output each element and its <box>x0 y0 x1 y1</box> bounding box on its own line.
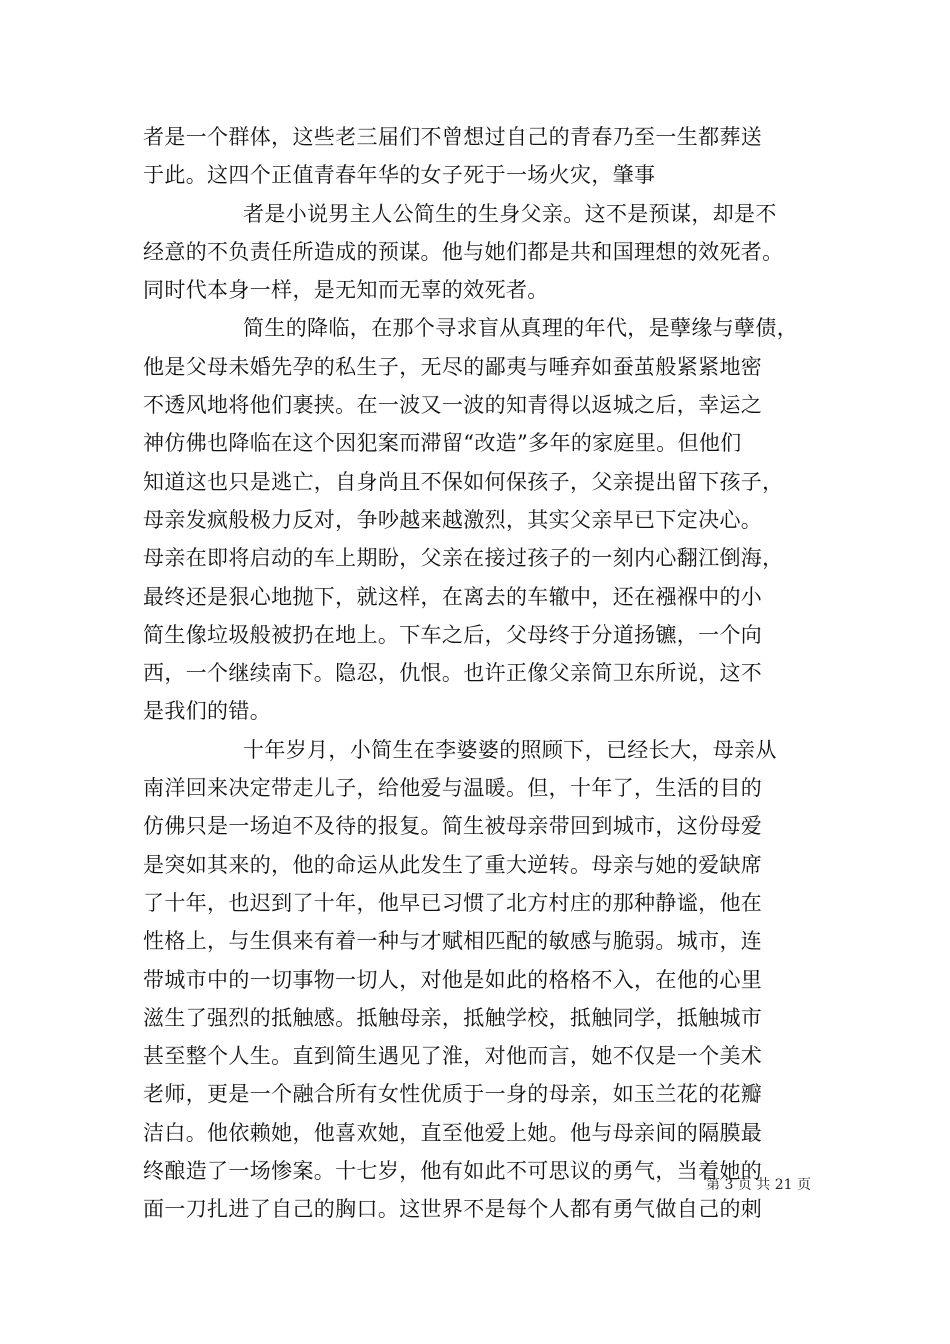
text-line: 面一刀扎进了自己的胸口。这世界不是每个人都有勇气做自己的刺 <box>143 1197 763 1222</box>
page-number-footer: 第 3 页 共 21 页 <box>706 1177 811 1193</box>
text-line: 神仿佛也降临在这个因犯案而滞留“改造”多年的家庭里。但他们 <box>143 431 742 456</box>
text-line: 最终还是狠心地抛下，就这样，在离去的车辙中，还在襁褓中的小 <box>143 584 763 609</box>
text-line: 母亲发疯般极力反对，争吵越来越激烈，其实父亲早已下定决心。 <box>143 507 763 532</box>
text-line: 经意的不负责任所造成的预谋。他与她们都是共和国理想的效死者。 <box>143 239 784 264</box>
text-line: 是突如其来的，他的命运从此发生了重大逆转。母亲与她的爱缺席 <box>143 852 763 877</box>
text-line: 性格上，与生俱来有着一种与才赋相匹配的敏感与脆弱。城市，连 <box>143 929 763 954</box>
text-line: 终酿造了一场惨案。十七岁，他有如此不可思议的勇气，当着她的 <box>143 1159 763 1184</box>
text-line: 同时代本身一样，是无知而无辜的效死者。 <box>143 278 549 303</box>
text-line: 者是一个群体，这些老三届们不曾想过自己的青春乃至一生都葬送 <box>143 125 763 149</box>
text-line: 带城市中的一切事物一切人，对他是如此的格格不入，在他的心里 <box>143 967 763 992</box>
text-line: 母亲在即将启动的车上期盼，父亲在接过孩子的一刻内心翻江倒海， <box>143 546 784 571</box>
text-line: 西，一个继续南下。隐忍，仇恨。也许正像父亲简卫东所说，这不 <box>143 661 763 686</box>
text-line: 知道这也只是逃亡，自身尚且不保如何保孩子，父亲提出留下孩子， <box>143 469 784 494</box>
text-line: 老师，更是一个融合所有女性优质于一身的母亲，如玉兰花的花瓣 <box>143 1082 763 1107</box>
text-line: 是我们的错。 <box>143 699 272 724</box>
text-line: 洁白。他依赖她，他喜欢她，直至他爱上她。他与母亲间的隔膜最 <box>143 1120 763 1145</box>
text-line: 不透风地将他们裹挟。在一波又一波的知青得以返城之后，幸运之 <box>143 393 763 418</box>
text-line: 了十年，也迟到了十年，他早已习惯了北方村庄的那种静谧，他在 <box>143 890 763 915</box>
text-line: 仿佛只是一场迫不及待的报复。简生被母亲带回到城市，这份母爱 <box>143 814 763 839</box>
text-line: 他是父母未婚先孕的私生子，无尽的鄙夷与唾弃如蚕茧般紧紧地密 <box>143 354 763 379</box>
text-line: 甚至整个人生。直到简生遇见了淮，对他而言，她不仅是一个美术 <box>143 1044 763 1069</box>
text-line: 南洋回来决定带走儿子，给他爱与温暖。但，十年了，生活的目的 <box>143 776 763 801</box>
paragraph-first-line: 简生的降临，在那个寻求盲从真理的年代，是孽缘与孽债， <box>243 316 799 341</box>
text-line: 于此。这四个正值青春年华的女子死于一场火灾，肇事 <box>143 163 656 188</box>
text-line: 简生像垃圾般被扔在地上。下车之后，父母终于分道扬镳，一个向 <box>143 622 763 647</box>
paragraph-first-line: 者是小说男主人公简生的生身父亲。这不是预谋，却是不 <box>243 201 777 226</box>
body-text <box>143 118 823 1229</box>
paragraph-first-line: 十年岁月，小简生在李婆婆的照顾下，已经长大，母亲从 <box>243 737 777 762</box>
text-line: 滋生了强烈的抵触感。抵触母亲，抵触学校，抵触同学，抵触城市 <box>143 1005 763 1030</box>
